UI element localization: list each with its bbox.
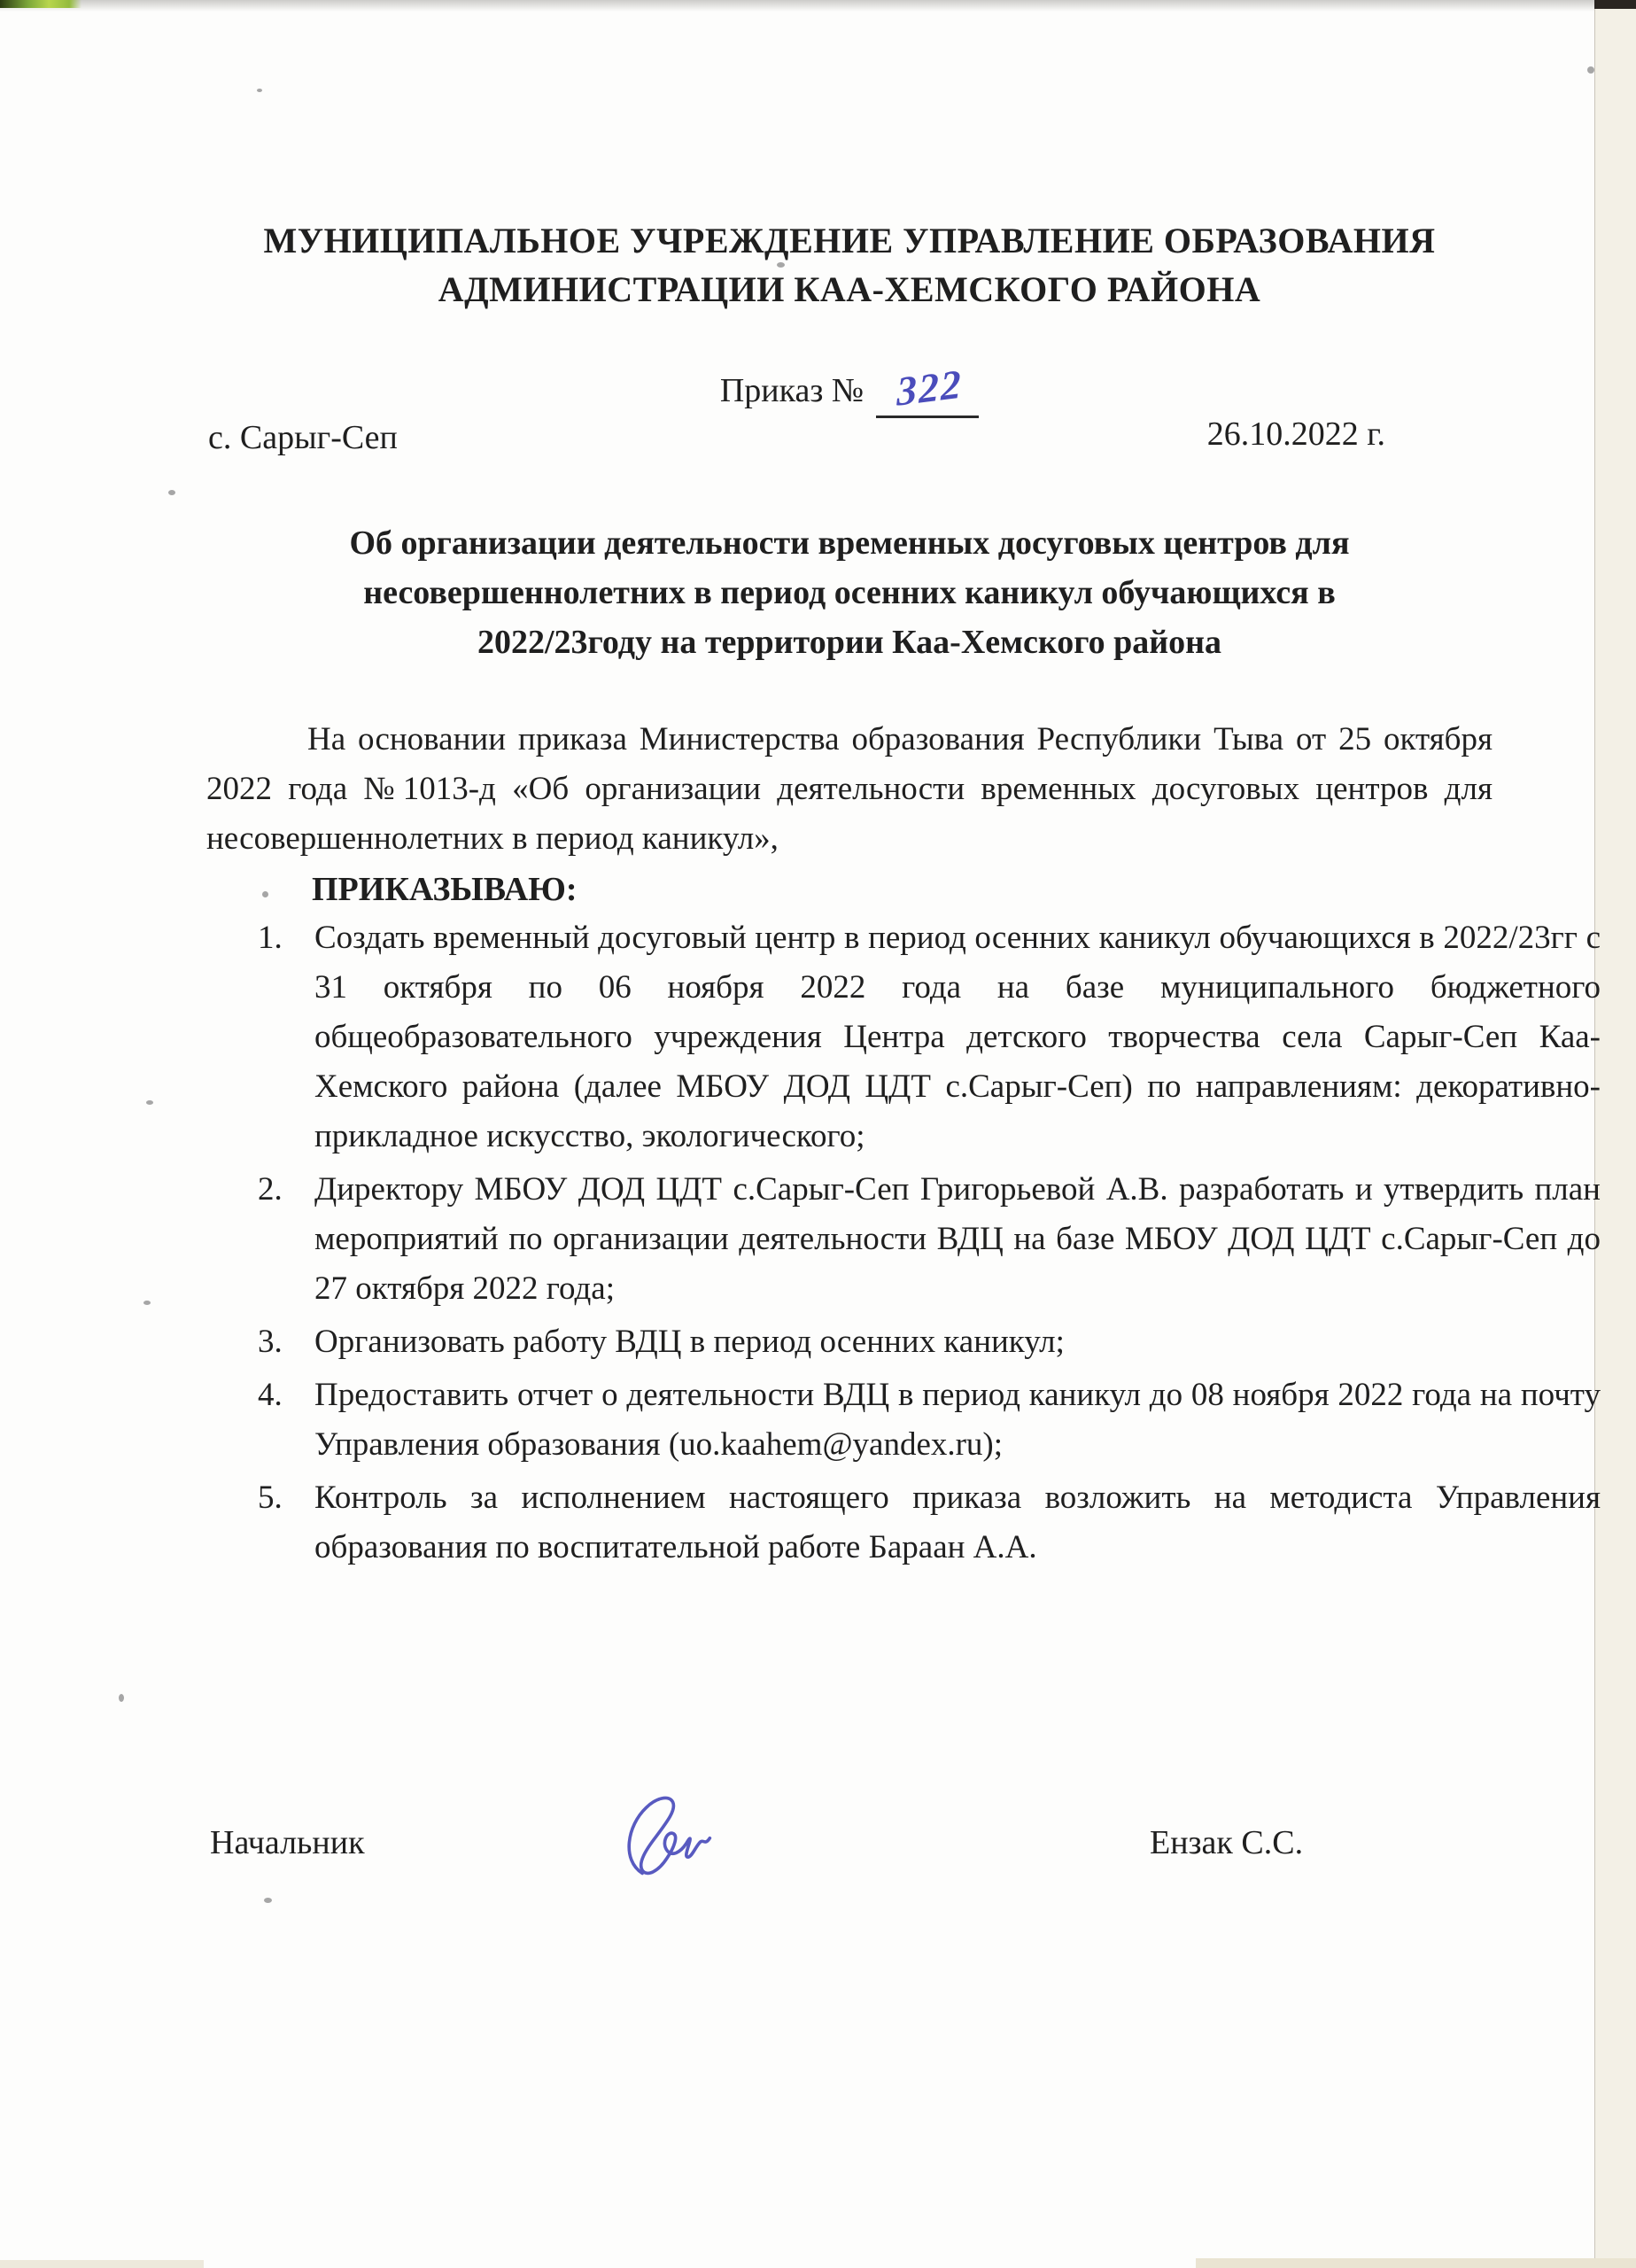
organization-header <box>206 216 1493 314</box>
document-date: 26.10.2022 г. <box>1206 416 1385 453</box>
scan-bottom-edge-right <box>1196 2258 1636 2268</box>
order-number-underline <box>876 361 979 418</box>
order-item-1: Создать временный досуговый центр в период осенних каникул обучающихся в 2022/23гг с 31 октября по 06 ноября 2022 года на базе муниципального бюджетного общеобразовательного учреждения Центра детского творчества села Сарыг-Сеп Каа-Хемского района (далее МБОУ ДОД ЦДТ с.Сарыг-Сеп) по направлениям: декоративно-прикладное искусство, экологического; <box>314 920 1601 1154</box>
document-title <box>206 518 1493 667</box>
resolve-word: ПРИКАЗЫВАЮ: <box>312 871 578 908</box>
order-number-handwritten: 322 <box>896 361 963 415</box>
order-label: Приказ № <box>719 372 865 409</box>
scan-speck <box>143 1301 151 1305</box>
document-title-line1: Об организации деятельности временных досуговых центров для <box>349 524 1350 562</box>
document-title-line2: несовершеннолетних в период осенних каникул обучающихся в <box>363 574 1336 611</box>
preamble-paragraph: На основании приказа Министерства образования Республики Тыва от 25 октября 2022 года №1013-д «Об организации деятельности временных досуговых центров для несовершеннолетних в период каникул», <box>206 721 1493 857</box>
scan-top-edge-shadow <box>0 0 1636 12</box>
scan-speck <box>146 1100 153 1105</box>
scan-speck <box>1587 66 1594 74</box>
scan-artifact-dark-bar <box>1594 0 1636 9</box>
organization-name-line2: АДМИНИСТРАЦИИ КАА-ХЕМСКОГО РАЙОНА <box>438 269 1261 309</box>
scan-speck <box>262 891 268 897</box>
document-title-line3: 2022/23году на территории Каа-Хемского района <box>477 624 1222 661</box>
organization-name-line1: МУНИЦИПАЛЬНОЕ УЧРЕЖДЕНИЕ УПРАВЛЕНИЕ ОБРАЗОВАНИЯ <box>263 221 1436 260</box>
scan-speck <box>168 490 175 495</box>
scan-paper-edge-strip <box>1594 0 1636 2268</box>
scan-speck <box>119 1694 124 1702</box>
document-place: с. Сарыг-Сеп <box>208 419 398 456</box>
signature-ink <box>614 1790 718 1880</box>
order-item-4: Предоставить отчет о деятельности ВДЦ в период каникул до 08 ноября 2022 года на почту Управления образования (uo.kaahem@yandex.ru); <box>314 1377 1601 1463</box>
scan-speck <box>264 1898 272 1903</box>
scan-speck <box>257 89 262 92</box>
order-item-3: Организовать работу ВДЦ в период осенних каникул; <box>314 1324 1065 1360</box>
signature-role: Начальник <box>210 1824 365 1861</box>
order-item-5: Контроль за исполнением настоящего приказа возложить на методиста Управления образования по воспитательной работе Бараан А.А. <box>314 1480 1601 1565</box>
scan-artifact-green-strip <box>0 0 81 8</box>
order-items-list <box>206 913 1601 1576</box>
order-item-2: Директору МБОУ ДОД ЦДТ с.Сарыг-Сеп Григорьевой А.В. разработать и утвердить план мероприятий по организации деятельности ВДЦ на базе МБОУ ДОД ЦДТ с.Сарыг-Сеп до 27 октября 2022 года; <box>314 1171 1601 1307</box>
scan-bottom-edge-left <box>0 2260 204 2268</box>
signature-name: Ензак С.С. <box>1150 1824 1304 1861</box>
